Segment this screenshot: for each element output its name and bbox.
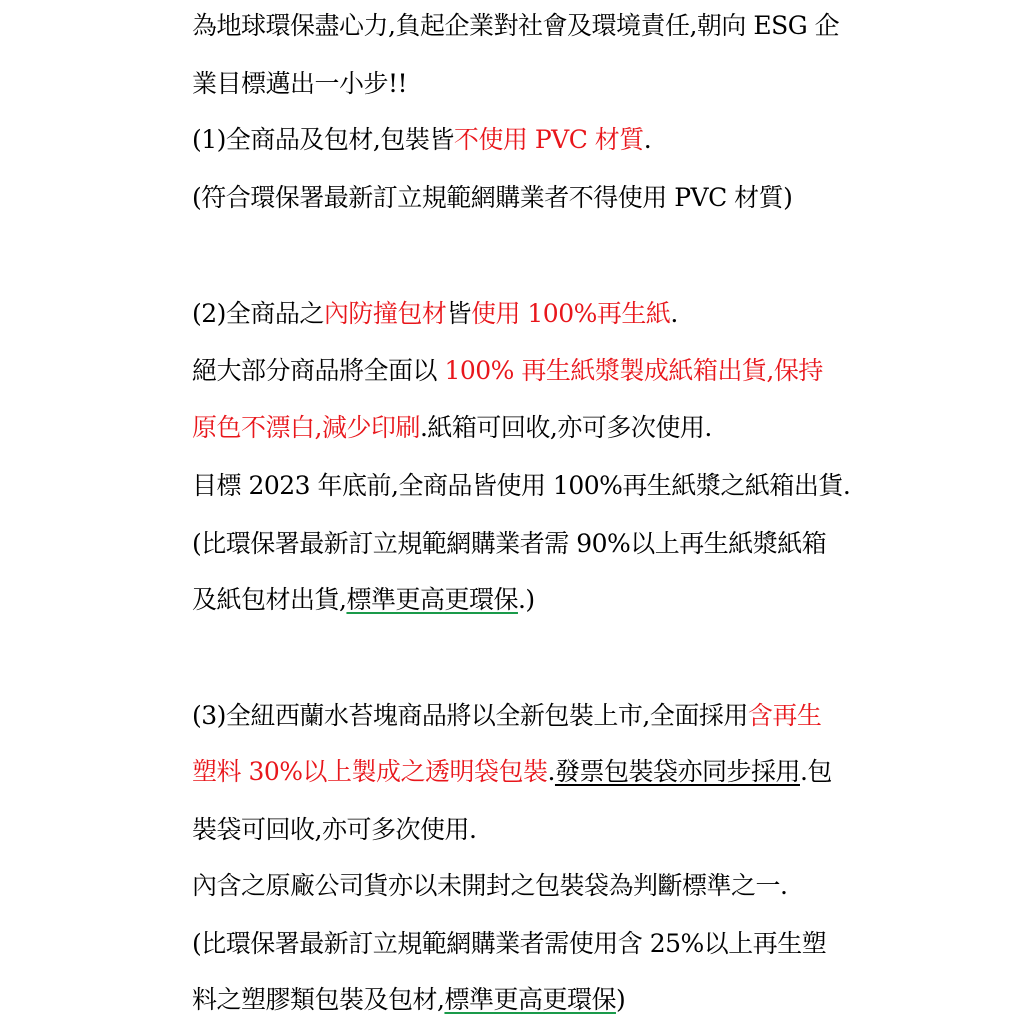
item-2-text-b: 皆 — [446, 299, 471, 328]
intro-line-1 — [192, 6, 839, 46]
item-3-line-1-text: (3)全紐西蘭水苔塊商品將以全新包裝上市,全面採用 — [192, 701, 748, 730]
item-1-period: . — [643, 125, 652, 154]
item-2-line-4 — [192, 466, 850, 506]
item-3-line-2 — [192, 752, 832, 792]
item-2-line-3 — [192, 408, 712, 448]
item-1-highlight: 不使用 PVC 材質 — [453, 125, 644, 154]
item-3-line-2-end: .包 — [799, 757, 832, 786]
item-2-line-5 — [192, 524, 826, 564]
item-3-underlined-closing: 標準更高更環保 — [444, 985, 616, 1014]
intro-line-2 — [192, 64, 407, 104]
item-2-text-c: . — [670, 299, 678, 328]
item-1-line — [192, 120, 651, 160]
item-3-line-1 — [192, 696, 821, 736]
item-2-line-2-highlight: 100% 再生紙漿製成紙箱出貨,保持 — [444, 356, 823, 385]
item-2-line-3-highlight: 原色不漂白,減少印刷 — [192, 413, 420, 442]
intro-text-2: 業目標邁出一小步!! — [192, 69, 408, 98]
item-3-underlined-phrase: 發票包裝袋亦同步採用 — [554, 757, 800, 786]
item-3-line-2-period: . — [547, 757, 555, 786]
item-3-line-4 — [192, 866, 787, 906]
item-1-text: (1)全商品及包材,包裝皆 — [192, 125, 454, 154]
item-3-line-5-text: (比環保署最新訂立規範網購業者需使用含 25%以上再生塑 — [192, 929, 827, 958]
item-3-line-3 — [192, 810, 476, 850]
item-3-line-3-text: 裝袋可回收,亦可多次使用. — [192, 815, 477, 844]
item-2-line-4-text: 目標 2023 年底前,全商品皆使用 100%再生紙漿之紙箱出貨. — [192, 471, 851, 500]
item-3-line-2-highlight: 塑料 30%以上製成之透明袋包裝 — [192, 757, 548, 786]
item-3-line-6 — [192, 980, 625, 1020]
intro-text-1: 為地球環保盡心力,負起企業對社會及環境責任,朝向 ESG 企 — [192, 11, 840, 40]
item-2-underlined-phrase: 標準更高更環保 — [346, 585, 518, 614]
item-2-highlight-2: 使用 100%再生紙 — [470, 299, 671, 328]
item-2-line-5-text: (比環保署最新訂立規範網購業者需 90%以上再生紙漿紙箱 — [192, 529, 827, 558]
item-2-text-a: (2)全商品之 — [192, 299, 324, 328]
item-3-line-5 — [192, 924, 826, 964]
item-2-line-3-text: .紙箱可回收,亦可多次使用. — [419, 413, 712, 442]
item-1-note-text: (符合環保署最新訂立規範網購業者不得使用 PVC 材質) — [192, 183, 793, 212]
item-2-line-2-text: 絕大部分商品將全面以 — [192, 356, 445, 385]
item-3-line-6-end: ) — [615, 985, 626, 1014]
item-2-line-1 — [192, 294, 678, 334]
item-2-line-2 — [192, 351, 823, 391]
item-1-note — [192, 178, 792, 218]
item-2-line-6 — [192, 580, 535, 620]
item-3-line-4-text: 內含之原廠公司貨亦以未開封之包裝袋為判斷標準之一. — [192, 871, 788, 900]
item-3-line-6-text: 料之塑膠類包裝及包材, — [192, 985, 445, 1014]
item-2-line-6-end: .) — [517, 585, 535, 614]
item-2-highlight-1: 內防撞包材 — [323, 299, 447, 328]
item-3-line-1-highlight: 含再生 — [747, 701, 822, 730]
item-2-line-6-text: 及紙包材出貨, — [192, 585, 347, 614]
